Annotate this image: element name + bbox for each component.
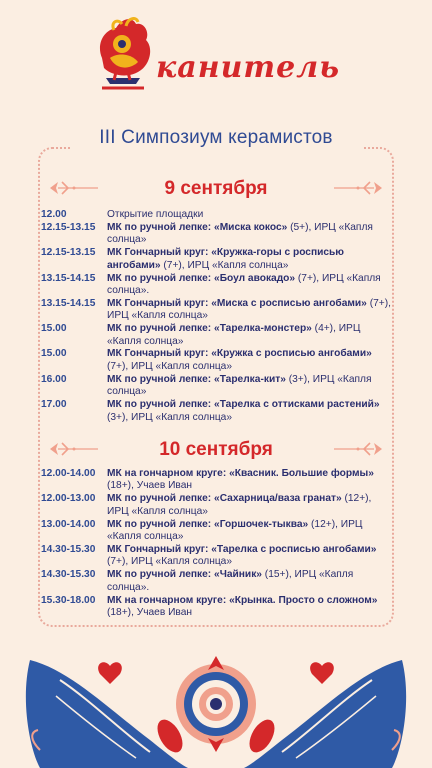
event-title: МК по ручной лепке: «Горшочек-тыква» bbox=[107, 518, 309, 530]
event-title: МК по ручной лепке: «Тарелка-монстер» bbox=[107, 323, 312, 335]
event-details: (7+), ИРЦ «Капля солнца» bbox=[107, 556, 233, 568]
event-details: (7+), ИРЦ «Капля солнца» bbox=[107, 360, 233, 372]
event-description bbox=[107, 209, 391, 221]
event-details: (3+), ИРЦ «Капля солнца» bbox=[107, 373, 372, 398]
event-title: МК по ручной лепке: «Чайник» bbox=[107, 569, 262, 581]
event-row bbox=[41, 209, 391, 221]
event-description bbox=[107, 348, 391, 373]
brand-name: канитель bbox=[156, 50, 341, 85]
event-row bbox=[41, 273, 391, 298]
ornament-right-icon bbox=[332, 441, 384, 457]
event-time: 12.00-14.00 bbox=[41, 468, 96, 479]
event-row bbox=[41, 298, 391, 323]
event-time: 17.00 bbox=[41, 399, 67, 411]
event-row bbox=[41, 595, 391, 620]
event-description bbox=[107, 323, 391, 348]
brand-logo bbox=[92, 14, 342, 100]
event-details: (7+), ИРЦ «Капля солнца» bbox=[107, 297, 391, 322]
day-header bbox=[0, 436, 432, 464]
event-time: 15.30-18.00 bbox=[41, 594, 96, 606]
page-title: III Симпозиум керамистов bbox=[99, 127, 333, 148]
event-details: (12+), ИРЦ «Капля солнца» bbox=[107, 493, 372, 517]
event-time: 13.15-14.15 bbox=[41, 272, 96, 284]
event-row bbox=[41, 493, 391, 518]
ornament-right-icon bbox=[332, 180, 384, 196]
event-description bbox=[107, 298, 391, 323]
event-time: 12.00-13.00 bbox=[41, 493, 96, 505]
event-description bbox=[107, 519, 391, 544]
event-details: (7+), ИРЦ «Капля солнца» bbox=[160, 259, 289, 271]
event-row bbox=[41, 569, 391, 594]
event-details: (18+), Учаев Иван bbox=[107, 480, 192, 492]
event-description bbox=[107, 569, 391, 594]
day-title: 9 сентября bbox=[164, 178, 268, 199]
event-row bbox=[41, 374, 391, 399]
event-time: 15.00 bbox=[41, 348, 67, 360]
event-title: МК по ручной лепке: «Тарелка-кит» bbox=[107, 373, 286, 385]
event-title: МК на гончарном круге: «Квасник. Большие формы» bbox=[107, 468, 374, 479]
event-description bbox=[107, 544, 391, 569]
event-row bbox=[41, 247, 391, 272]
event-description bbox=[107, 247, 391, 272]
event-time: 16.00 bbox=[41, 373, 67, 385]
event-description bbox=[107, 399, 391, 424]
day-header bbox=[0, 175, 432, 203]
event-title: МК по ручной лепке: «Миска кокос» bbox=[107, 221, 288, 233]
event-list bbox=[41, 209, 391, 424]
event-details: (18+), Учаев Иван bbox=[107, 606, 192, 618]
event-row bbox=[41, 544, 391, 569]
event-title: МК Гончарный круг: «Кружка-горы с росписью ангобами» bbox=[107, 247, 344, 271]
event-description bbox=[107, 273, 391, 298]
event-title: МК по ручной лепке: «Боул авокадо» bbox=[107, 272, 296, 284]
event-time: 13.00-14.00 bbox=[41, 518, 96, 530]
event-title: МК по ручной лепке: «Сахарница/ваза гранат» bbox=[107, 493, 342, 505]
event-time: 15.00 bbox=[41, 323, 67, 335]
event-description bbox=[107, 468, 391, 493]
event-row bbox=[41, 348, 391, 373]
event-details: (4+), ИРЦ «Капля солнца» bbox=[107, 323, 361, 347]
event-title: МК по ручной лепке: «Тарелка с оттисками растений» bbox=[107, 399, 380, 411]
event-time: 14.30-15.30 bbox=[41, 569, 96, 581]
event-details: (3+), ИРЦ «Капля солнца» bbox=[107, 411, 233, 423]
event-details: (15+), ИРЦ «Капля солнца». bbox=[107, 569, 354, 593]
event-details: (12+), ИРЦ «Капля солнца» bbox=[107, 518, 363, 543]
event-details: (7+), ИРЦ «Капля солнца». bbox=[107, 272, 381, 296]
folk-ornament-icon bbox=[0, 640, 432, 768]
event-row bbox=[41, 519, 391, 544]
day-title: 10 сентября bbox=[159, 439, 273, 460]
event-time: 12.15-13.15 bbox=[41, 221, 96, 233]
event-row bbox=[41, 222, 391, 247]
event-row bbox=[41, 323, 391, 348]
event-list bbox=[41, 468, 391, 620]
event-title: МК Гончарный круг: «Тарелка с росписью ангобами» bbox=[107, 543, 377, 555]
event-title: МК на гончарном круге: «Крынка. Просто о сложном» bbox=[107, 594, 378, 606]
event-title: МК Гончарный круг: «Кружка с росписью ангобами» bbox=[107, 348, 372, 360]
event-details: (5+), ИРЦ «Капля солнца» bbox=[107, 221, 373, 246]
event-row bbox=[41, 468, 391, 493]
event-description bbox=[107, 595, 391, 620]
event-row bbox=[41, 399, 391, 424]
event-details: Открытие площадки bbox=[107, 209, 204, 220]
event-title: МК Гончарный круг: «Миска с росписью ангобами» bbox=[107, 297, 367, 309]
event-time: 14.30-15.30 bbox=[41, 543, 96, 555]
event-description bbox=[107, 374, 391, 399]
event-time: 13.15-14.15 bbox=[41, 297, 96, 309]
event-description bbox=[107, 493, 391, 518]
event-time: 12.15-13.15 bbox=[41, 247, 96, 259]
event-description bbox=[107, 222, 391, 247]
rooster-logo-icon bbox=[92, 14, 154, 96]
event-time: 12.00 bbox=[41, 209, 67, 220]
